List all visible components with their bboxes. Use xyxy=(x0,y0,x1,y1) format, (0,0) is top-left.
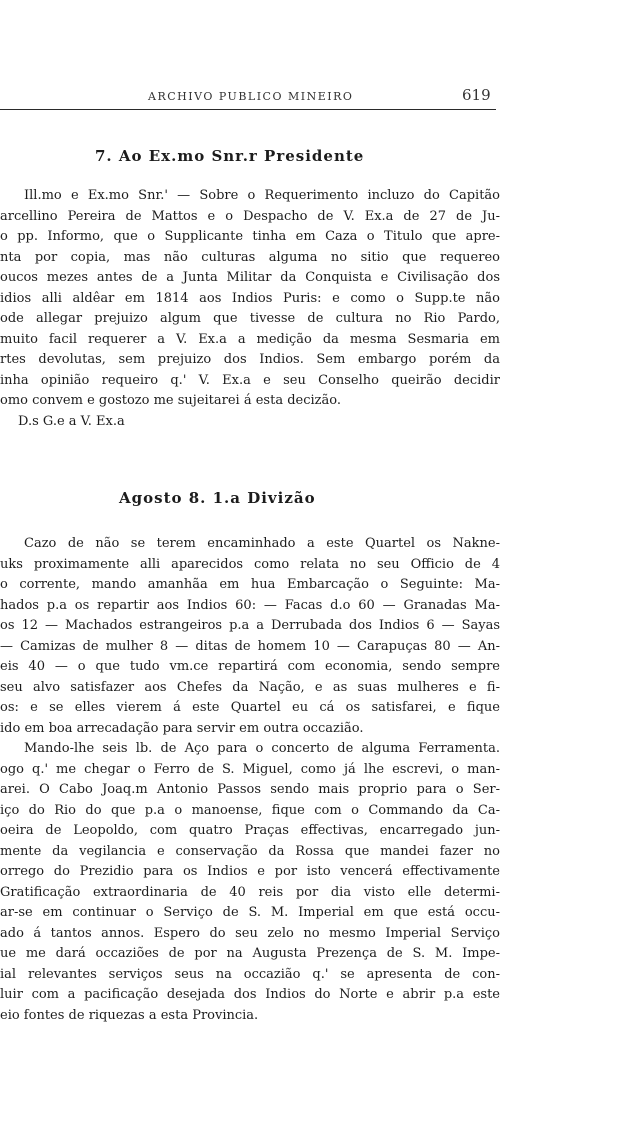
text-line: nta por copia, mas não culturas alguma no sitio que requereo xyxy=(0,249,500,265)
text-line: arcellino Pereira de Mattos e o Despacho de V. Ex.a de 27 de Ju- xyxy=(0,208,500,224)
text-line: ial relevantes serviços seus na occazião q.' se apresenta de con- xyxy=(0,966,500,982)
text-line: eio fontes de riquezas a esta Provincia. xyxy=(0,1007,259,1023)
text-line: o pp. Informo, que o Supplicante tinha em Caza o Titulo que apre- xyxy=(0,229,500,244)
text-line: ogo q.' me chegar o Ferro de S. Miguel, como já lhe escrevi, o man- xyxy=(0,761,500,777)
text-line: arei. O Cabo Joaq.m Antonio Passos sendo mais proprio para o Ser- xyxy=(0,782,500,797)
text-line: os 12 — Machados estrangeiros p.a a Derrubada dos Indios 6 — Sayas xyxy=(0,618,500,633)
text-line: ue me dará occaziões de por na Augusta Prezença de S. M. Impe- xyxy=(0,946,500,961)
header-rule xyxy=(0,109,496,110)
text-line: seu alvo satisfazer aos Chefes da Nação, e as suas mulheres e fi- xyxy=(0,679,500,695)
text-line: uks proximamente alli aparecidos como relata no seu Officio de 4 xyxy=(0,556,500,572)
section-heading: 7. Ao Ex.mo Snr.r Presidente xyxy=(95,147,365,165)
section-heading: Agosto 8. 1.a Divizão xyxy=(119,489,316,507)
text-line: ar-se em continuar o Serviço de S. M. Imperial em que está occu- xyxy=(0,905,500,920)
text-line: ado á tantos annos. Espero do seu zelo no mesmo Imperial Serviço xyxy=(0,925,500,941)
text-line: eis 40 — o que tudo vm.ce repartirá com economia, sendo sempre xyxy=(0,659,500,674)
page-number: 619 xyxy=(462,86,491,104)
text-line: idios alli aldêar em 1814 aos Indios Puris: e como o Supp.te não xyxy=(0,290,500,306)
text-line: inha opinião requeiro q.' V. Ex.a e seu Conselho queirão decidir xyxy=(0,372,500,388)
text-line: — Camizas de mulher 8 — ditas de homem 10 — Carapuças 80 — An- xyxy=(0,638,500,654)
text-line: oucos mezes antes de a Junta Militar da Conquista e Civilisação dos xyxy=(0,270,500,285)
text-line: Mando-lhe seis lb. de Aço para o concerto de alguma Ferramenta. xyxy=(24,741,500,756)
text-line: Cazo de não se terem encaminhado a este Quartel os Nakne- xyxy=(24,536,500,551)
running-head: ARCHIVO PUBLICO MINEIRO xyxy=(148,90,354,103)
text-line: iço do Rio do que p.a o manoense, fique com o Commando da Ca- xyxy=(0,802,500,818)
text-line: o corrente, mando amanhãa em hua Embarcação o Seguinte: Ma- xyxy=(0,577,500,592)
text-line: luir com a pacificação desejada dos Indios do Norte e abrir p.a este xyxy=(0,987,500,1002)
text-line: Gratificação extraordinaria de 40 reis por dia visto elle determi- xyxy=(0,884,500,900)
text-line: Ill.mo e Ex.mo Snr.' — Sobre o Requerimento incluzo do Capitão xyxy=(24,188,500,203)
text-line: hados p.a os repartir aos Indios 60: — Facas d.o 60 — Granadas Ma- xyxy=(0,597,500,613)
text-line: rtes devolutas, sem prejuizo dos Indios. Sem embargo porém da xyxy=(0,352,500,367)
letter-body xyxy=(0,534,500,1026)
text-line: orrego do Prezidio para os Indios e por isto vencerá effectivamente xyxy=(0,864,500,879)
text-line: os: e se elles vierem á este Quartel eu cá os satisfarei, e fique xyxy=(0,700,500,715)
letter-body xyxy=(0,186,500,432)
text-line: muito facil requerer a V. Ex.a a medição da mesma Sesmaria em xyxy=(0,331,500,347)
text-line: oeira de Leopoldo, com quatro Praças effectivas, encarregado jun- xyxy=(0,823,500,838)
closing-line: D.s G.e a V. Ex.a xyxy=(18,413,125,429)
text-line: omo convem e gostozo me sujeitarei á esta decizão. xyxy=(0,393,341,408)
text-line: ode allegar prejuizo algum que tivesse de cultura no Rio Pardo, xyxy=(0,311,500,326)
text-line: ido em boa arrecadação para servir em outra occazião. xyxy=(0,720,364,736)
text-line: mente da vegilancia e conservação da Rossa que mandei fazer no xyxy=(0,843,500,859)
